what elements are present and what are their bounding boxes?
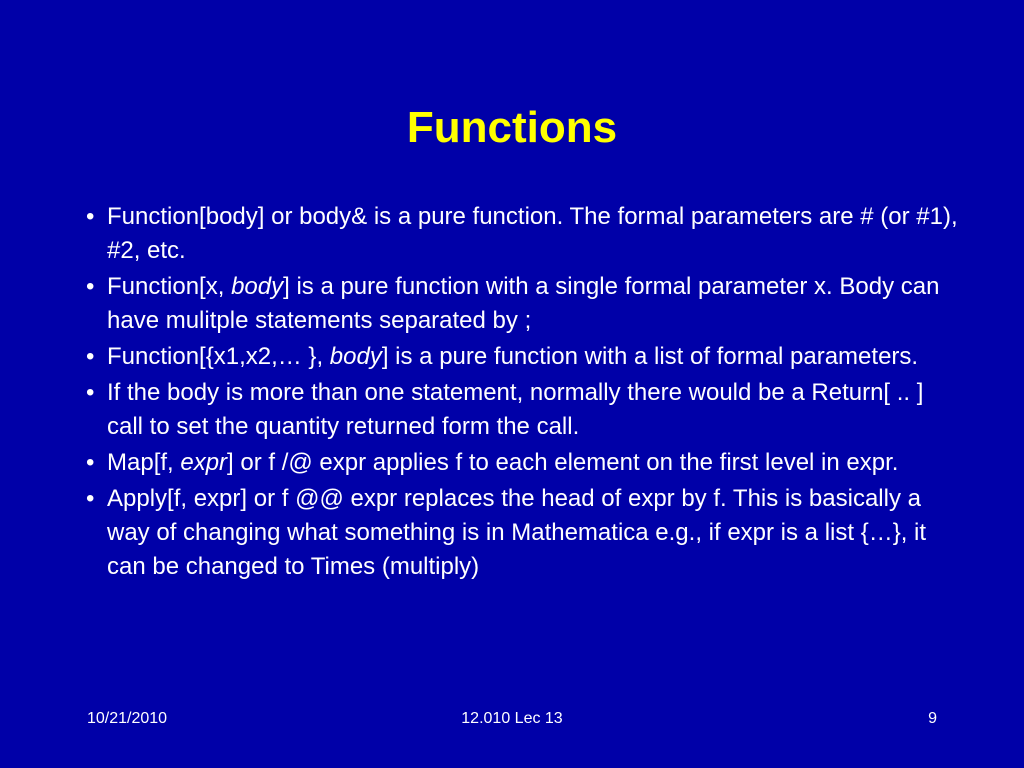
bullet-marker: • <box>86 485 95 512</box>
bullet-marker: • <box>86 273 95 300</box>
bullet-marker: • <box>86 343 95 370</box>
bullet-italic-text: body <box>329 343 382 370</box>
bullet-marker: • <box>86 379 95 406</box>
bullet-item <box>86 482 966 584</box>
bullet-marker: • <box>86 203 95 230</box>
bullet-list <box>86 200 966 586</box>
bullet-italic-text: body <box>231 273 284 300</box>
bullet-italic-text: expr <box>180 449 228 476</box>
bullet-text: ] or f /@ expr applies f to each element on the first level in expr. <box>227 449 899 476</box>
bullet-item <box>86 446 966 480</box>
bullet-text: Apply[f, expr] or f @@ expr replaces the head of expr by f. This is basically a way of changing what something is in Mathematica e.g., if expr is a list {…}, it can be changed to Times (multiply) <box>107 485 927 580</box>
bullet-text: Map[f, <box>107 449 181 476</box>
bullet-text: ] is a pure function with a single formal parameter x. Body can have mulitple statements separated by ; <box>107 273 940 334</box>
bullet-text: If the body is more than one statement, normally there would be a Return[ .. ] call to set the quantity returned form the call. <box>107 379 924 440</box>
bullet-text: ] is a pure function with a list of formal parameters. <box>381 343 919 370</box>
slide-title: Functions <box>406 103 618 152</box>
bullet-text: Function[{x1,x2,… }, <box>107 343 330 370</box>
bullet-text: Function[x, <box>107 273 232 300</box>
footer-page-number: 9 <box>928 710 937 727</box>
footer-lecture: 12.010 Lec 13 <box>461 710 563 727</box>
bullet-item <box>86 376 966 444</box>
bullet-item <box>86 270 966 338</box>
bullet-item <box>86 340 966 374</box>
bullet-item <box>86 200 966 268</box>
bullet-text: Function[body] or body& is a pure function. The formal parameters are # (or #1), #2, etc. <box>107 203 958 264</box>
footer-date: 10/21/2010 <box>87 710 168 727</box>
bullet-marker: • <box>86 449 95 476</box>
